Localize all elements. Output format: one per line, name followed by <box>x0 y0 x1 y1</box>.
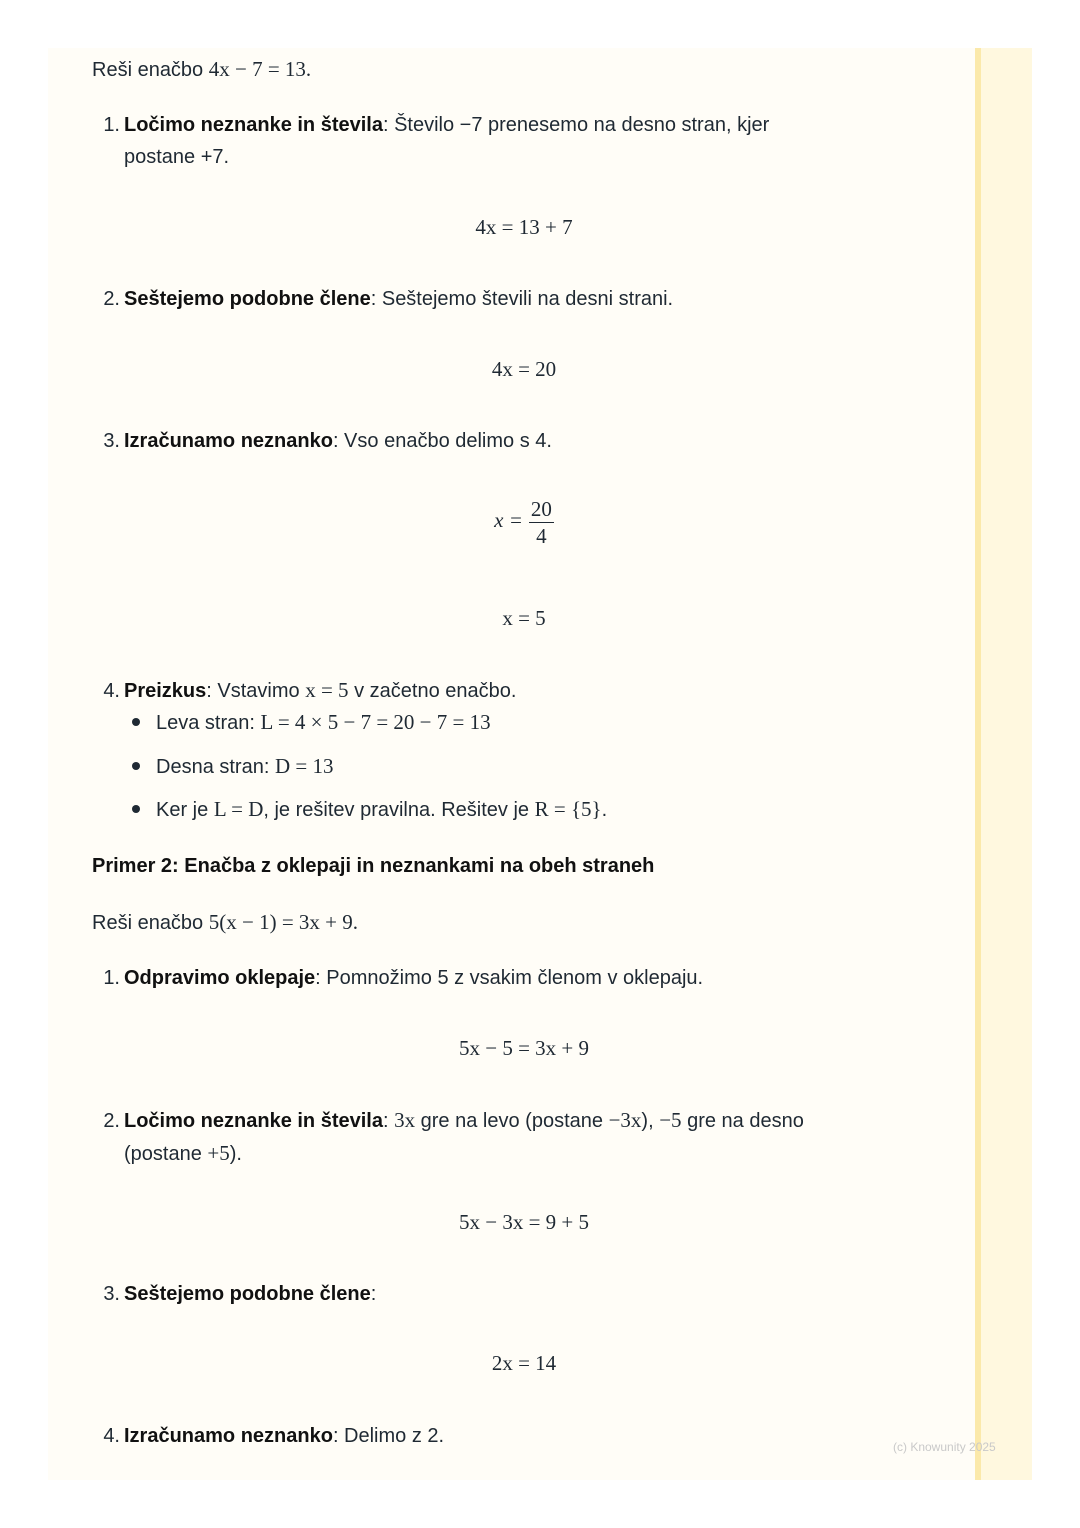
inline-math: x = 5 <box>305 678 349 702</box>
step-text: ). <box>229 1143 242 1165</box>
inline-math: L = D <box>213 797 264 821</box>
inline-math: +5 <box>207 1141 230 1165</box>
step-number: 2. <box>103 288 120 310</box>
step-text: : Delimo z 2. <box>332 1425 445 1447</box>
bullet-icon <box>132 718 140 726</box>
section-heading: Primer 2: Enačba z oklepaji in neznankami na obeh straneh <box>92 855 655 877</box>
step-2 <box>96 284 673 314</box>
intro-equation: 4x − 7 = 13. <box>208 57 312 81</box>
step-4 <box>96 675 516 706</box>
inline-math: R = {5} <box>534 797 602 821</box>
fraction-denominator: 4 <box>536 523 547 548</box>
step-text: : <box>370 1283 377 1305</box>
intro-label: Reši enačbo <box>92 912 209 934</box>
inline-math: L = 4 × 5 − 7 = 20 − 7 = 13 <box>260 710 491 734</box>
bullet-item <box>132 751 333 782</box>
step-3 <box>96 1279 376 1309</box>
fraction-equation <box>48 490 1000 550</box>
step-title: Seštejemo podobne člene <box>124 1283 371 1305</box>
inline-math: D = 13 <box>274 754 334 778</box>
equation-display: 4x = 13 + 7 <box>475 215 573 239</box>
step-text: : Pomnožimo 5 z vsakim členom v oklepaju. <box>315 967 704 989</box>
step-number: 1. <box>103 967 120 989</box>
step-number: 2. <box>103 1110 120 1132</box>
step-text: : Vstavimo <box>206 680 306 702</box>
step-text: v začetno enačbo. <box>348 680 517 702</box>
intro-label: Reši enačbo <box>92 59 209 81</box>
step-text: : <box>382 1110 395 1132</box>
step-text: postane +7. <box>124 146 230 168</box>
fraction-numerator: 20 <box>530 496 552 521</box>
step-3 <box>96 426 552 456</box>
intro-equation: 5(x − 1) = 3x + 9. <box>208 910 359 934</box>
step-1 <box>96 110 769 140</box>
inline-math: −3x <box>608 1108 642 1132</box>
step-title: Izračunamo neznanko <box>124 430 333 452</box>
step-title: Preizkus <box>124 680 207 702</box>
side-strip <box>975 48 1032 1480</box>
bullet-icon <box>132 762 140 770</box>
step-title: Izračunamo neznanko <box>124 1425 333 1447</box>
equation-display: 5x − 3x = 9 + 5 <box>458 1210 590 1234</box>
document-page <box>48 48 1032 1480</box>
step-2-continued <box>124 1138 242 1169</box>
step-text: : Seštejemo števili na desni strani. <box>370 288 674 310</box>
bullet-item <box>132 794 607 825</box>
inline-math: 3x <box>394 1108 416 1132</box>
step-text: ), <box>641 1110 660 1132</box>
step-1 <box>96 963 703 993</box>
step-number: 1. <box>103 114 120 136</box>
step-2 <box>96 1105 804 1136</box>
step-number: 4. <box>103 680 120 702</box>
step-title: Ločimo neznanke in števila <box>124 1110 383 1132</box>
step-title: Odpravimo oklepaje <box>124 967 316 989</box>
step-number: 4. <box>103 1425 120 1447</box>
equation-display: x = 5 <box>502 606 546 630</box>
fraction <box>529 496 554 549</box>
bullet-label: , je rešitev pravilna. Rešitev je <box>263 799 535 821</box>
step-text: : Število −7 prenesemo na desno stran, kjer <box>382 114 770 136</box>
step-text: gre na levo (postane <box>415 1110 609 1132</box>
equation-display: 4x = 20 <box>491 357 557 381</box>
intro-line-1 <box>92 54 311 85</box>
step-1-continued <box>124 142 229 172</box>
bullet-label: Leva stran: <box>156 712 261 734</box>
inline-math: −5 <box>659 1108 682 1132</box>
intro-line-2 <box>92 907 358 938</box>
step-text: (postane <box>124 1143 208 1165</box>
step-number: 3. <box>103 1283 120 1305</box>
step-title: Seštejemo podobne člene <box>124 288 371 310</box>
equation-display: 5x − 5 = 3x + 9 <box>458 1036 590 1060</box>
step-4 <box>96 1421 444 1451</box>
step-text: gre na desno <box>681 1110 804 1132</box>
equation-display: 2x = 14 <box>491 1351 557 1375</box>
bullet-label: . <box>601 799 608 821</box>
copyright-footer: (c) Knowunity 2025 <box>893 1440 996 1454</box>
bullet-label: Ker je <box>156 799 214 821</box>
step-text: : Vso enačbo delimo s 4. <box>332 430 552 452</box>
bullet-icon <box>132 805 140 813</box>
step-title: Ločimo neznanke in števila <box>124 114 383 136</box>
bullet-label: Desna stran: <box>156 756 275 778</box>
step-number: 3. <box>103 430 120 452</box>
bullet-item <box>132 707 491 738</box>
equation-left: x = <box>494 508 523 532</box>
